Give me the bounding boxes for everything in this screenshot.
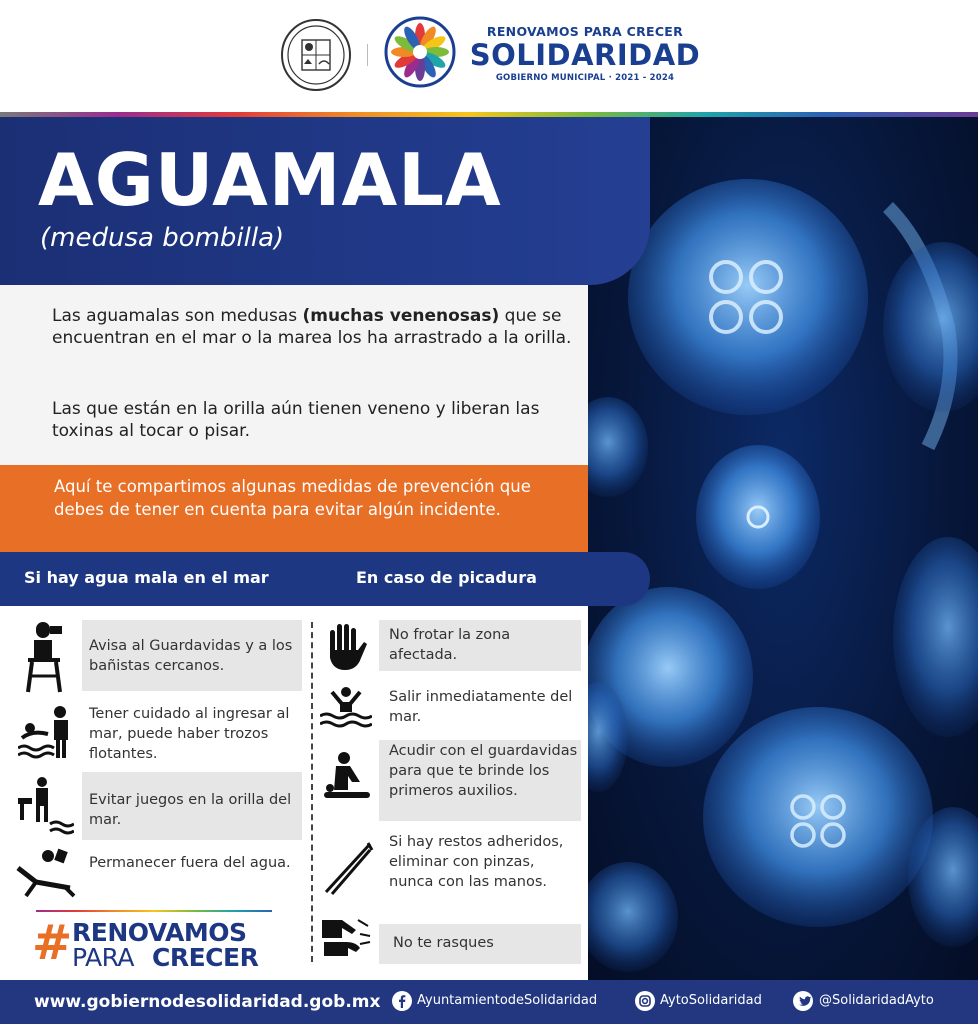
tip-exit-sea: Salir inmediatamente del mar. [389, 689, 573, 725]
brand-government-period: GOBIERNO MUNICIPAL · 2021 - 2024 [495, 73, 675, 83]
swimmer-caution-icon [18, 704, 74, 760]
intro-paragraph-2: Las que están en la orilla aún tienen veneno y liberan las toxinas al tocar o pisar. [52, 399, 540, 441]
instagram-handle[interactable]: AytoSolidaridad [660, 993, 762, 1008]
hashtag-rainbow-line [36, 910, 272, 912]
hand-icon [324, 622, 368, 672]
section-heading-sting: En caso de picadura [356, 568, 537, 587]
twitter-icon[interactable] [793, 991, 813, 1011]
instagram-icon[interactable] [635, 991, 655, 1011]
hashtag-line-2-light: PARA [72, 943, 135, 972]
sunbather-icon [14, 848, 76, 898]
tip-careful-entering: Tener cuidado al ingresar al mar, puede haber trozos flotantes. [89, 706, 290, 762]
solidaridad-flower-logo [384, 16, 456, 88]
hashtag-line-1: RENOVAMOS [72, 918, 247, 947]
facebook-handle[interactable]: AyuntamientodeSolidaridad [417, 993, 598, 1008]
intro-text-continued: que se encuentran en el mar o la marea los ha arrastrado a la orilla. [52, 306, 572, 348]
tweezers-icon [322, 840, 374, 896]
page-subtitle: (medusa bombilla) [40, 223, 285, 253]
shore-play-icon [16, 776, 74, 836]
facebook-icon[interactable] [392, 991, 412, 1011]
brand-name: SOLIDARIDAD [469, 38, 701, 72]
first-aid-icon [322, 752, 372, 800]
tip-stay-out: Permanecer fuera del agua. [89, 855, 291, 871]
tip-get-first-aid: Acudir con el guardavidas para que te brinde los primeros auxilios. [389, 743, 578, 799]
twitter-handle[interactable]: @SolidaridadAyto [819, 993, 934, 1008]
section-heading-sea: Si hay agua mala en el mar [24, 568, 269, 587]
tip-no-rubbing: No frotar la zona afectada. [389, 627, 511, 663]
column-divider [311, 622, 313, 962]
tip-avoid-games: Evitar juegos en la orilla del mar. [89, 792, 292, 828]
hashtag-line-2-bold: CRECER [152, 943, 259, 972]
intro-emphasis: (muchas venenosas) [302, 306, 500, 326]
tip-use-tweezers: Si hay restos adheridos, eliminar con pinzas, nunca con las manos. [389, 834, 564, 890]
header [0, 0, 978, 112]
hashtag-symbol: # [32, 915, 73, 971]
tip-no-scratching: No te rasques [393, 935, 494, 951]
lifeguard-icon [22, 618, 72, 694]
intro-paragraph-1 [52, 305, 572, 349]
intro-text: Las aguamalas son medusas [52, 306, 303, 326]
jellyfish-photo [588, 117, 978, 980]
jellyfish-illustration [588, 117, 978, 980]
logo-divider [367, 44, 368, 66]
scratch-icon [320, 916, 372, 962]
website-link[interactable]: www.gobiernodesolidaridad.gob.mx [34, 992, 381, 1012]
prevention-text: Aquí te compartimos algunas medidas de prevención que debes de tener en cuenta para evitar algún incidente. [54, 477, 531, 519]
brand-tagline: RENOVAMOS PARA CRECER [486, 24, 684, 39]
page-title: AGUAMALA [38, 138, 502, 222]
tip-notify-lifeguard: Avisa al Guardavidas y a los bañistas cercanos. [89, 638, 293, 674]
municipal-seal-logo [280, 18, 352, 92]
exit-water-icon [320, 686, 372, 728]
